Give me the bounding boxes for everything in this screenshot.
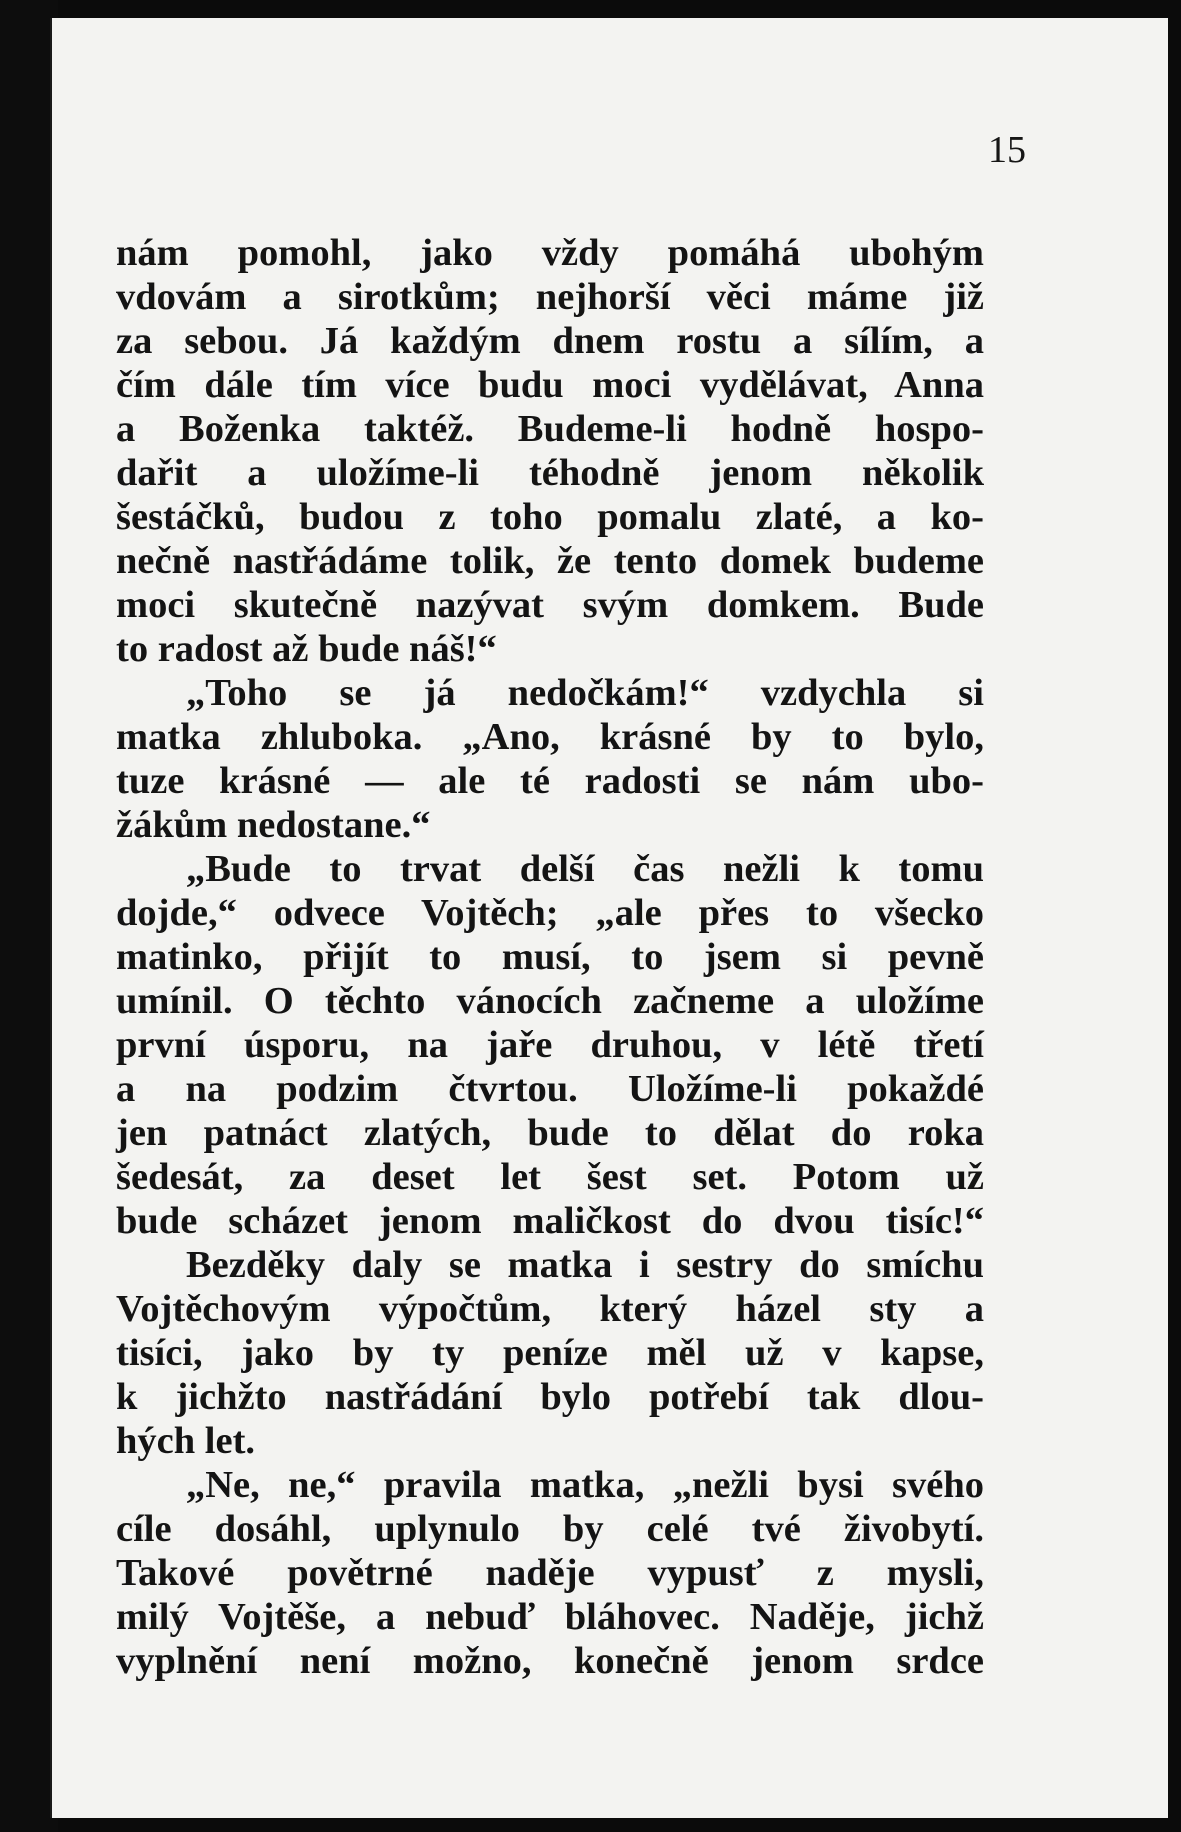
text-line: první úsporu, na jaře druhou, v létě třetí	[116, 1024, 984, 1066]
page-number: 15	[988, 129, 1026, 171]
text-line: dojde,“ odvece Vojtěch; „ale přes to všecko	[116, 892, 984, 934]
text-line: to radost až bude náš!“	[116, 628, 497, 670]
text-line: čím dále tím více budu moci vydělávat, Anna	[116, 364, 984, 406]
text-line: šestáčků, budou z toho pomalu zlaté, a ko-	[116, 496, 984, 538]
text-line: jen patnáct zlatých, bude to dělat do roka	[116, 1112, 984, 1154]
text-line: cíle dosáhl, uplynulo by celé tvé živobytí.	[116, 1508, 984, 1550]
text-line: matinko, přijít to musí, to jsem si pevně	[116, 936, 984, 978]
text-line: a na podzim čtvrtou. Uložíme-li pokaždé	[116, 1068, 984, 1110]
text-line: tisíci, jako by ty peníze měl už v kapse,	[116, 1332, 984, 1374]
text-line: Vojtěchovým výpočtům, který házel sty a	[116, 1288, 984, 1330]
text-line: žákům nedostane.“	[116, 804, 431, 846]
text-line: Bezděky daly se matka i sestry do smíchu	[186, 1244, 984, 1286]
book-page	[50, 18, 1168, 1818]
text-line: vyplnění není možno, konečně jenom srdce	[116, 1640, 984, 1682]
text-line: tuze krásné — ale té radosti se nám ubo-	[116, 760, 984, 802]
body-text	[116, 231, 984, 1683]
text-line: moci skutečně nazývat svým domkem. Bude	[116, 584, 984, 626]
text-line: milý Vojtěše, a nebuď bláhovec. Naděje, jichž	[116, 1596, 984, 1638]
text-line: nečně nastřádáme tolik, že tento domek budeme	[116, 540, 984, 582]
text-line: k jichžto nastřádání bylo potřebí tak dlou-	[116, 1376, 984, 1418]
text-line: a Boženka taktéž. Budeme-li hodně hospo-	[116, 408, 984, 450]
text-line: „Bude to trvat delší čas nežli k tomu	[186, 848, 984, 890]
text-line: „Toho se já nedočkám!“ vzdychla si	[186, 672, 984, 714]
text-line: matka zhluboka. „Ano, krásné by to bylo,	[116, 716, 984, 758]
text-line: bude scházet jenom maličkost do dvou tisíc!“	[116, 1200, 984, 1242]
text-line: dařit a uložíme-li téhodně jenom několik	[116, 452, 984, 494]
text-line: Takové povětrné naděje vypusť z mysli,	[116, 1552, 984, 1594]
text-line: vdovám a sirotkům; nejhorší věci máme již	[116, 276, 984, 318]
text-line: nám pomohl, jako vždy pomáhá ubohým	[116, 232, 984, 274]
text-line: „Ne, ne,“ pravila matka, „nežli bysi svého	[186, 1464, 984, 1506]
text-line: umínil. O těchto vánocích začneme a uložíme	[116, 980, 984, 1022]
text-line: šedesát, za deset let šest set. Potom už	[116, 1156, 984, 1198]
text-line: hých let.	[116, 1420, 256, 1462]
text-line: za sebou. Já každým dnem rostu a sílím, a	[116, 320, 984, 362]
